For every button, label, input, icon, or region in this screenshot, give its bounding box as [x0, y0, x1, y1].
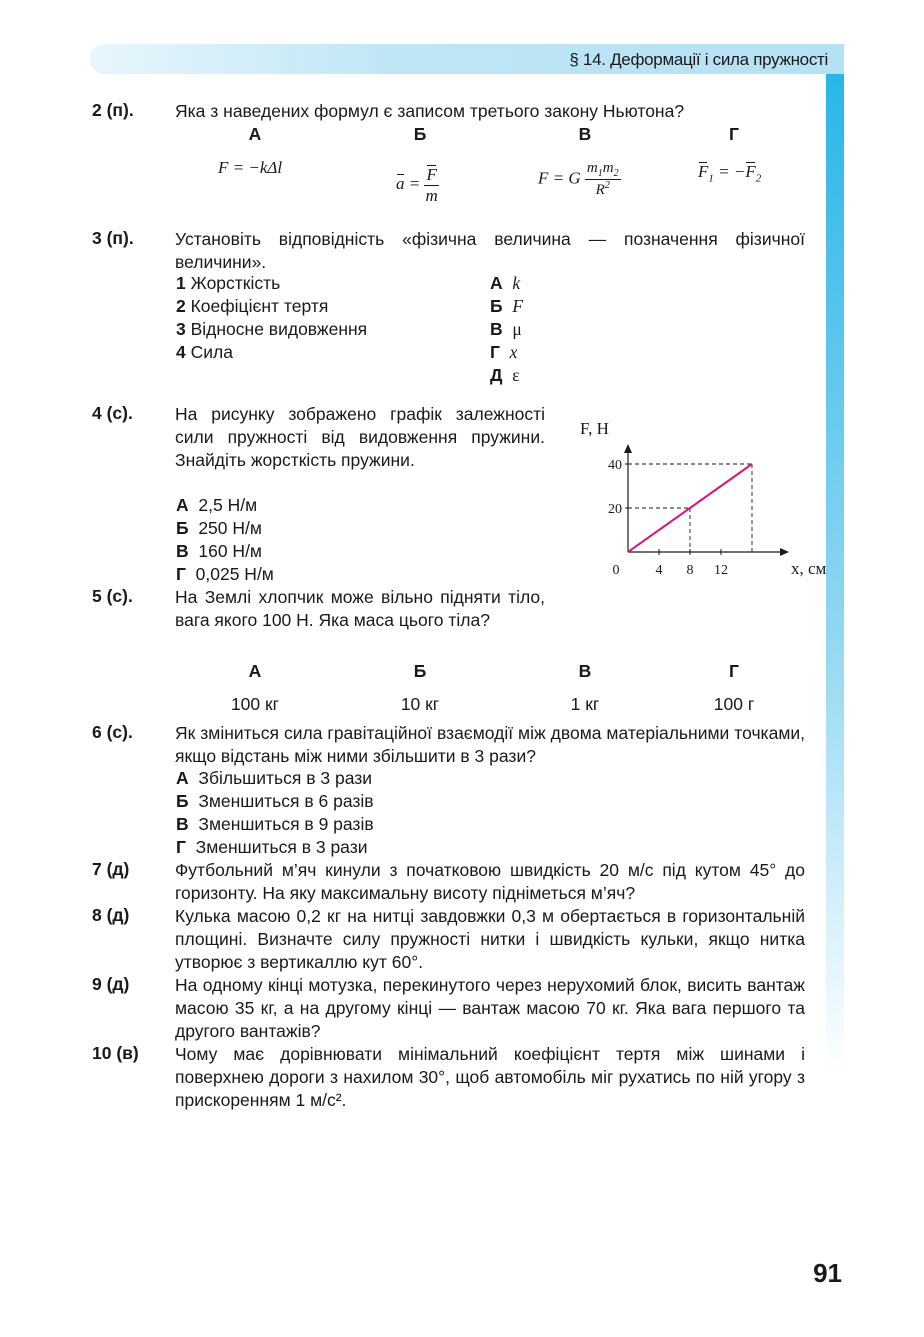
question-2-number: 2 (п). [92, 100, 134, 120]
section-title: § 14. Деформації і сила пружності [569, 50, 828, 69]
q3-right-b: Б F [490, 296, 524, 316]
question-6-number: 6 (с). [92, 722, 133, 742]
x-tick-label-2: 8 [686, 563, 694, 578]
question-5-number: 5 (с). [92, 586, 133, 606]
q3-left-4: 4 Сила [176, 342, 233, 362]
question-6-text: Як зміниться сила гравітаційної взаємодії між двома матеріальними точками, якщо відстань між ними збільшити в 3 рази? [175, 723, 805, 766]
q5-col-b: Б [413, 661, 427, 681]
question-8-number: 8 (д) [92, 905, 130, 925]
question-7-number: 7 (д) [92, 859, 130, 879]
formula-a: F = −kΔl [218, 158, 283, 177]
q3-left-3: 3 Відносне видовження [176, 319, 368, 339]
question-3-text: Установіть відповідність «фізична величина — позначення фізичної величини». [175, 229, 805, 272]
question-5-text: На Землі хлопчик може вільно підняти тіло, вага якого 100 Н. Яка маса цього тіла? [175, 587, 545, 630]
question-4-text: На рисунку зображено графік залежності сили пружності від видовження пружини. Знайдіть жорсткість пружини. [175, 404, 545, 470]
question-4-number: 4 (с). [92, 403, 133, 423]
q5-col-d: Г [729, 661, 739, 681]
q5-option-d: 100 г [713, 694, 755, 714]
side-color-band [826, 74, 844, 1074]
q6-option-d: Г Зменшиться в 3 рази [176, 837, 368, 857]
q2-col-b: Б [413, 124, 427, 144]
question-9-text: На одному кінці мотузка, перекинутого через нерухомий блок, висить вантаж масою 35 кг, а на другому кінці — вантаж масою 70 кг. Яка вага першого та другого вантажів? [175, 975, 805, 1041]
page-number: 91 [813, 1258, 842, 1288]
q4-option-c: В 160 Н/м [176, 541, 262, 561]
q5-col-a: А [248, 661, 262, 681]
q6-option-c: В Зменшиться в 9 разів [176, 814, 374, 834]
q3-right-a: А k [490, 273, 521, 293]
q3-left-1: 1 Жорсткість [176, 273, 281, 293]
q3-left-2: 2 Коефіцієнт тертя [176, 296, 329, 316]
y-axis-arrow [624, 444, 632, 453]
x-axis-arrow [780, 548, 789, 556]
formula-c: F = G $\frac{m_1m_2}{R^2}$ [538, 160, 619, 198]
question-2-text: Яка з наведених формул є записом третього закону Ньютона? [175, 101, 685, 121]
y-tick-label-1: 40 [608, 458, 622, 473]
q2-col-d: Г [729, 124, 739, 144]
q4-option-b: Б 250 Н/м [176, 518, 262, 538]
q5-option-b: 10 кг [400, 694, 440, 714]
x-tick-label-0: 0 [612, 563, 620, 578]
q4-option-d: Г 0,025 Н/м [176, 564, 274, 584]
y-axis-label: F, Н [580, 419, 609, 438]
question-10-number: 10 (в) [92, 1043, 139, 1063]
formula-d: $F_1 = -F_2$ [698, 162, 762, 185]
q3-right-e: Д ε [490, 365, 520, 385]
q5-option-a: 100 кг [230, 694, 280, 714]
q3-right-c: В μ [490, 319, 522, 339]
x-axis-label: x, см [791, 559, 827, 578]
question-3-number: 3 (п). [92, 228, 134, 248]
formula-b: a = $\frac{F}{m}$ [396, 164, 438, 205]
q5-option-c: 1 кг [570, 694, 600, 714]
q5-col-c: В [578, 661, 592, 681]
q4-option-a: А 2,5 Н/м [176, 495, 258, 515]
q6-option-b: Б Зменшиться в 6 разів [176, 791, 374, 811]
q6-option-a: А Збільшиться в 3 рази [176, 768, 373, 788]
question-9-number: 9 (д) [92, 974, 130, 994]
x-tick-label-3: 12 [714, 563, 728, 578]
q2-col-a: А [248, 124, 262, 144]
force-extension-chart [570, 410, 827, 585]
question-10-text: Чому має дорівнювати мінімальний коефіцієнт тертя між шинами і поверхнею дороги з нахилом 30°, щоб автомобіль міг рухатись по ній угору з прискоренням 1 м/с². [175, 1044, 805, 1110]
x-tick-label-1: 4 [655, 563, 663, 578]
question-7-text: Футбольний м’яч кинули з початковою швидкість 20 м/с під кутом 45° до горизонту. На яку максимальну висоту підніметься м’яч? [175, 860, 805, 903]
q2-col-c: В [578, 124, 592, 144]
y-tick-label-0: 20 [608, 502, 622, 517]
q3-right-d: Г x [490, 342, 518, 362]
question-8-text: Кулька масою 0,2 кг на нитці завдовжки 0,3 м обертається в горизонтальній площині. Визначте силу пружності нитки і швидкість кульки, якщо нитка утворює з вертикаллю кут 60°. [175, 906, 805, 972]
